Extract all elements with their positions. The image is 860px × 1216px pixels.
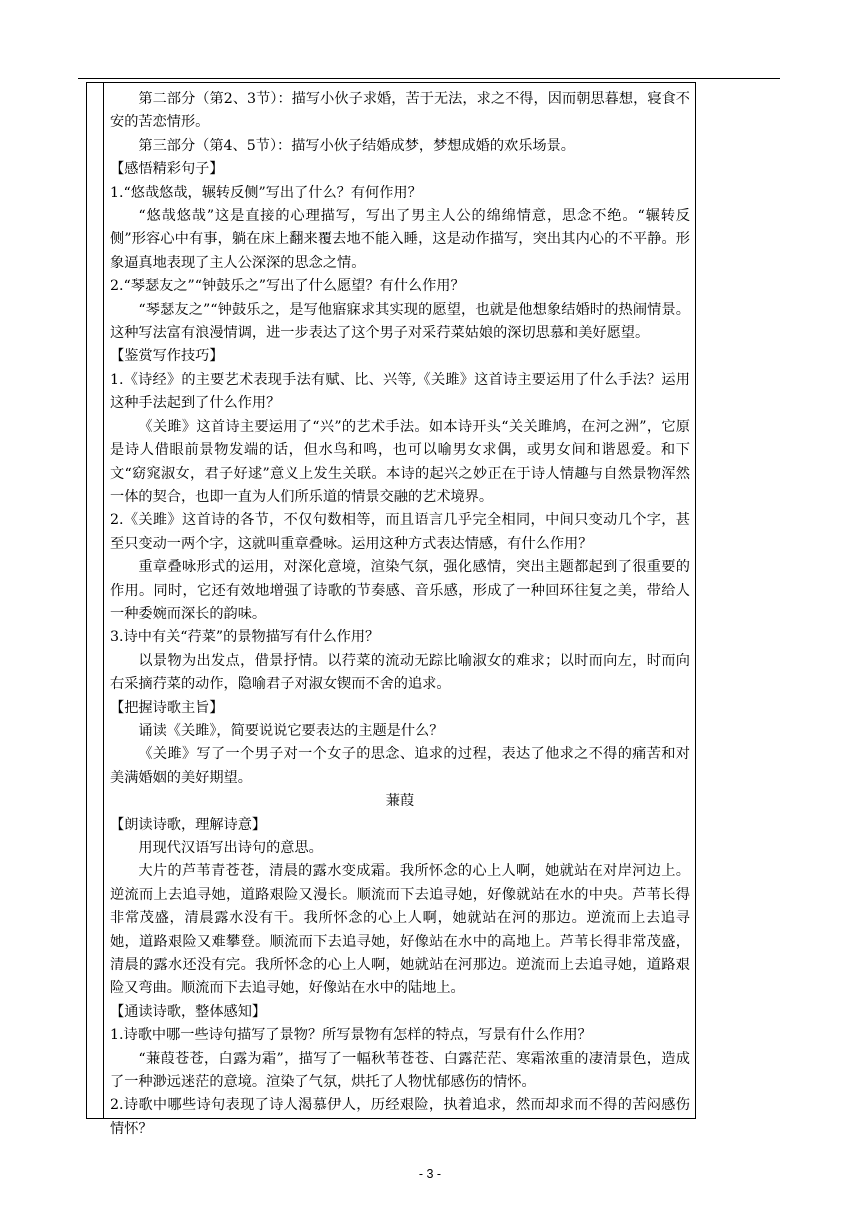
section-heading: 【朗读诗歌，理解诗意】 xyxy=(110,816,267,833)
body-paragraph: 重章叠咏形式的运用，对深化意境，渲染气氛，强化感情，突出主题都起到了很重要的作用。同时，它还有效地增强了诗歌的节奏感、音乐感，形成了一种回环往复之美，带给人一种委婉而深长的韵味。 xyxy=(110,559,690,622)
left-narrow-column xyxy=(87,83,104,1118)
section-heading: 【感悟精彩句子】 xyxy=(110,161,224,178)
body-paragraph: 大片的芦苇青苍苍，清晨的露水变成霜。我所怀念的心上人啊，她就站在对岸河边上。逆流而上去追寻她，道路艰险又漫长。顺流而下去追寻她，好像就站在水的中央。芦苇长得非常茂盛，清晨露水没有干。我所怀念的心上人啊，她就站在河的那边。逆流而上去追寻她，道路艰险又难攀登。顺流而下去追寻她，好像站在水中的高地上。芦苇长得非常茂盛，清晨的露水还没有完。我所怀念的心上人啊，她就站在河那边。逆流而上去追寻她，道路艰险又弯曲。顺流而下去追寻她，好像站在水中的陆地上。 xyxy=(110,863,690,997)
body-paragraph: “悠哉悠哉”这是直接的心理描写，写出了男主人公的绵绵情意，思念不绝。“辗转反侧”形容心中有事，躺在床上翻来覆去地不能入睡，这是动作描写，突出其内心的不平静。形象逼真地表现了主人公深深的思念之情。 xyxy=(110,208,690,271)
content-cell xyxy=(110,88,690,1141)
section-heading: 【鉴赏写作技巧】 xyxy=(110,348,224,365)
poem-title: 蒹葭 xyxy=(385,793,415,810)
question-text: 1.《诗经》的主要艺术表现手法有赋、比、兴等,《关雎》这首诗主要运用了什么手法？运用这种手法起到了什么作用？ xyxy=(110,371,690,412)
body-paragraph: 《关雎》这首诗主要运用了“兴”的艺术手法。如本诗开头“关关雎鸠，在河之洲”，它原是诗人借眼前景物发端的话，但水鸟和鸣，也可以喻男女求偶，或男女间和谐恩爱。和下文“窈窕淑女，君子好逑”意义上发生关联。本诗的起兴之妙正在于诗人情趣与自然景物浑然一体的契合，也即一直为人们所乐道的情景交融的艺术境界。 xyxy=(110,418,690,505)
body-paragraph: 诵读《关雎》，简要说说它要表达的主题是什么？ xyxy=(138,722,444,739)
question-text: 1.诗歌中哪一些诗句描写了景物？所写景物有怎样的特点，写景有什么作用？ xyxy=(110,1027,592,1044)
section-heading: 【把握诗歌主旨】 xyxy=(110,699,224,716)
body-paragraph: 第三部分（第4、5节）：描写小伙子结婚成梦，梦想成婚的欢乐场景。 xyxy=(138,137,575,154)
body-paragraph: “琴瑟友之”“钟鼓乐之，是写他寤寐求其实现的愿望，也就是他想象结婚时的热闹情景。这种写法富有浪漫情调，进一步表达了这个男子对采荇菜姑娘的深切思慕和美好愿望。 xyxy=(110,301,690,342)
body-paragraph: 《关雎》写了一个男子对一个女子的思念、追求的过程，表达了他求之不得的痛苦和对美满婚姻的美好期望。 xyxy=(110,746,690,786)
question-text: 2.《关雎》这首诗的各节，不仅句数相等，而且语言几乎完全相同，中间只变动几个字，甚至只变动一两个字，这就叫重章叠咏。运用这种方式表达情感，有什么作用？ xyxy=(110,512,690,552)
body-paragraph: 第二部分（第2、3节）：描写小伙子求婚，苦于无法，求之不得，因而朝思暮想，寝食不安的苦恋情形。 xyxy=(110,91,690,131)
question-text: 1.“悠哉悠哉，辗转反侧”写出了什么？有何作用？ xyxy=(110,184,422,201)
body-paragraph: “蒹葭苍苍，白露为霜”，描写了一幅秋苇苍苍、白露茫茫、寒霜浓重的凄清景色，造成了一种渺远迷茫的意境。渲染了气氛，烘托了人物忧郁感伤的情怀。 xyxy=(110,1050,690,1091)
body-paragraph: 用现代汉语写出诗句的意思。 xyxy=(138,840,323,856)
question-text: 2.“琴瑟友之”“钟鼓乐之”写出了什么愿望？有什么作用？ xyxy=(110,278,465,295)
question-text: 2.诗歌中哪些诗句表现了诗人渴慕伊人，历经艰险，执着追求，然而却求而不得的苦闷感伤情怀？ xyxy=(110,1097,690,1137)
section-heading: 【通读诗歌，整体感知】 xyxy=(110,1003,267,1020)
content-table xyxy=(86,82,696,1137)
page-number: - 3 - xyxy=(418,1167,442,1181)
question-text: 3.诗中有关“荇菜”的景物描写有什么作用？ xyxy=(110,629,380,646)
body-paragraph: 以景物为出发点，借景抒情。以荇菜的流动无踪比喻淑女的难求；以时而向左，时而向右采摘荇菜的动作，隐喻君子对淑女锲而不舍的追求。 xyxy=(110,652,690,693)
header-rule xyxy=(78,78,780,79)
